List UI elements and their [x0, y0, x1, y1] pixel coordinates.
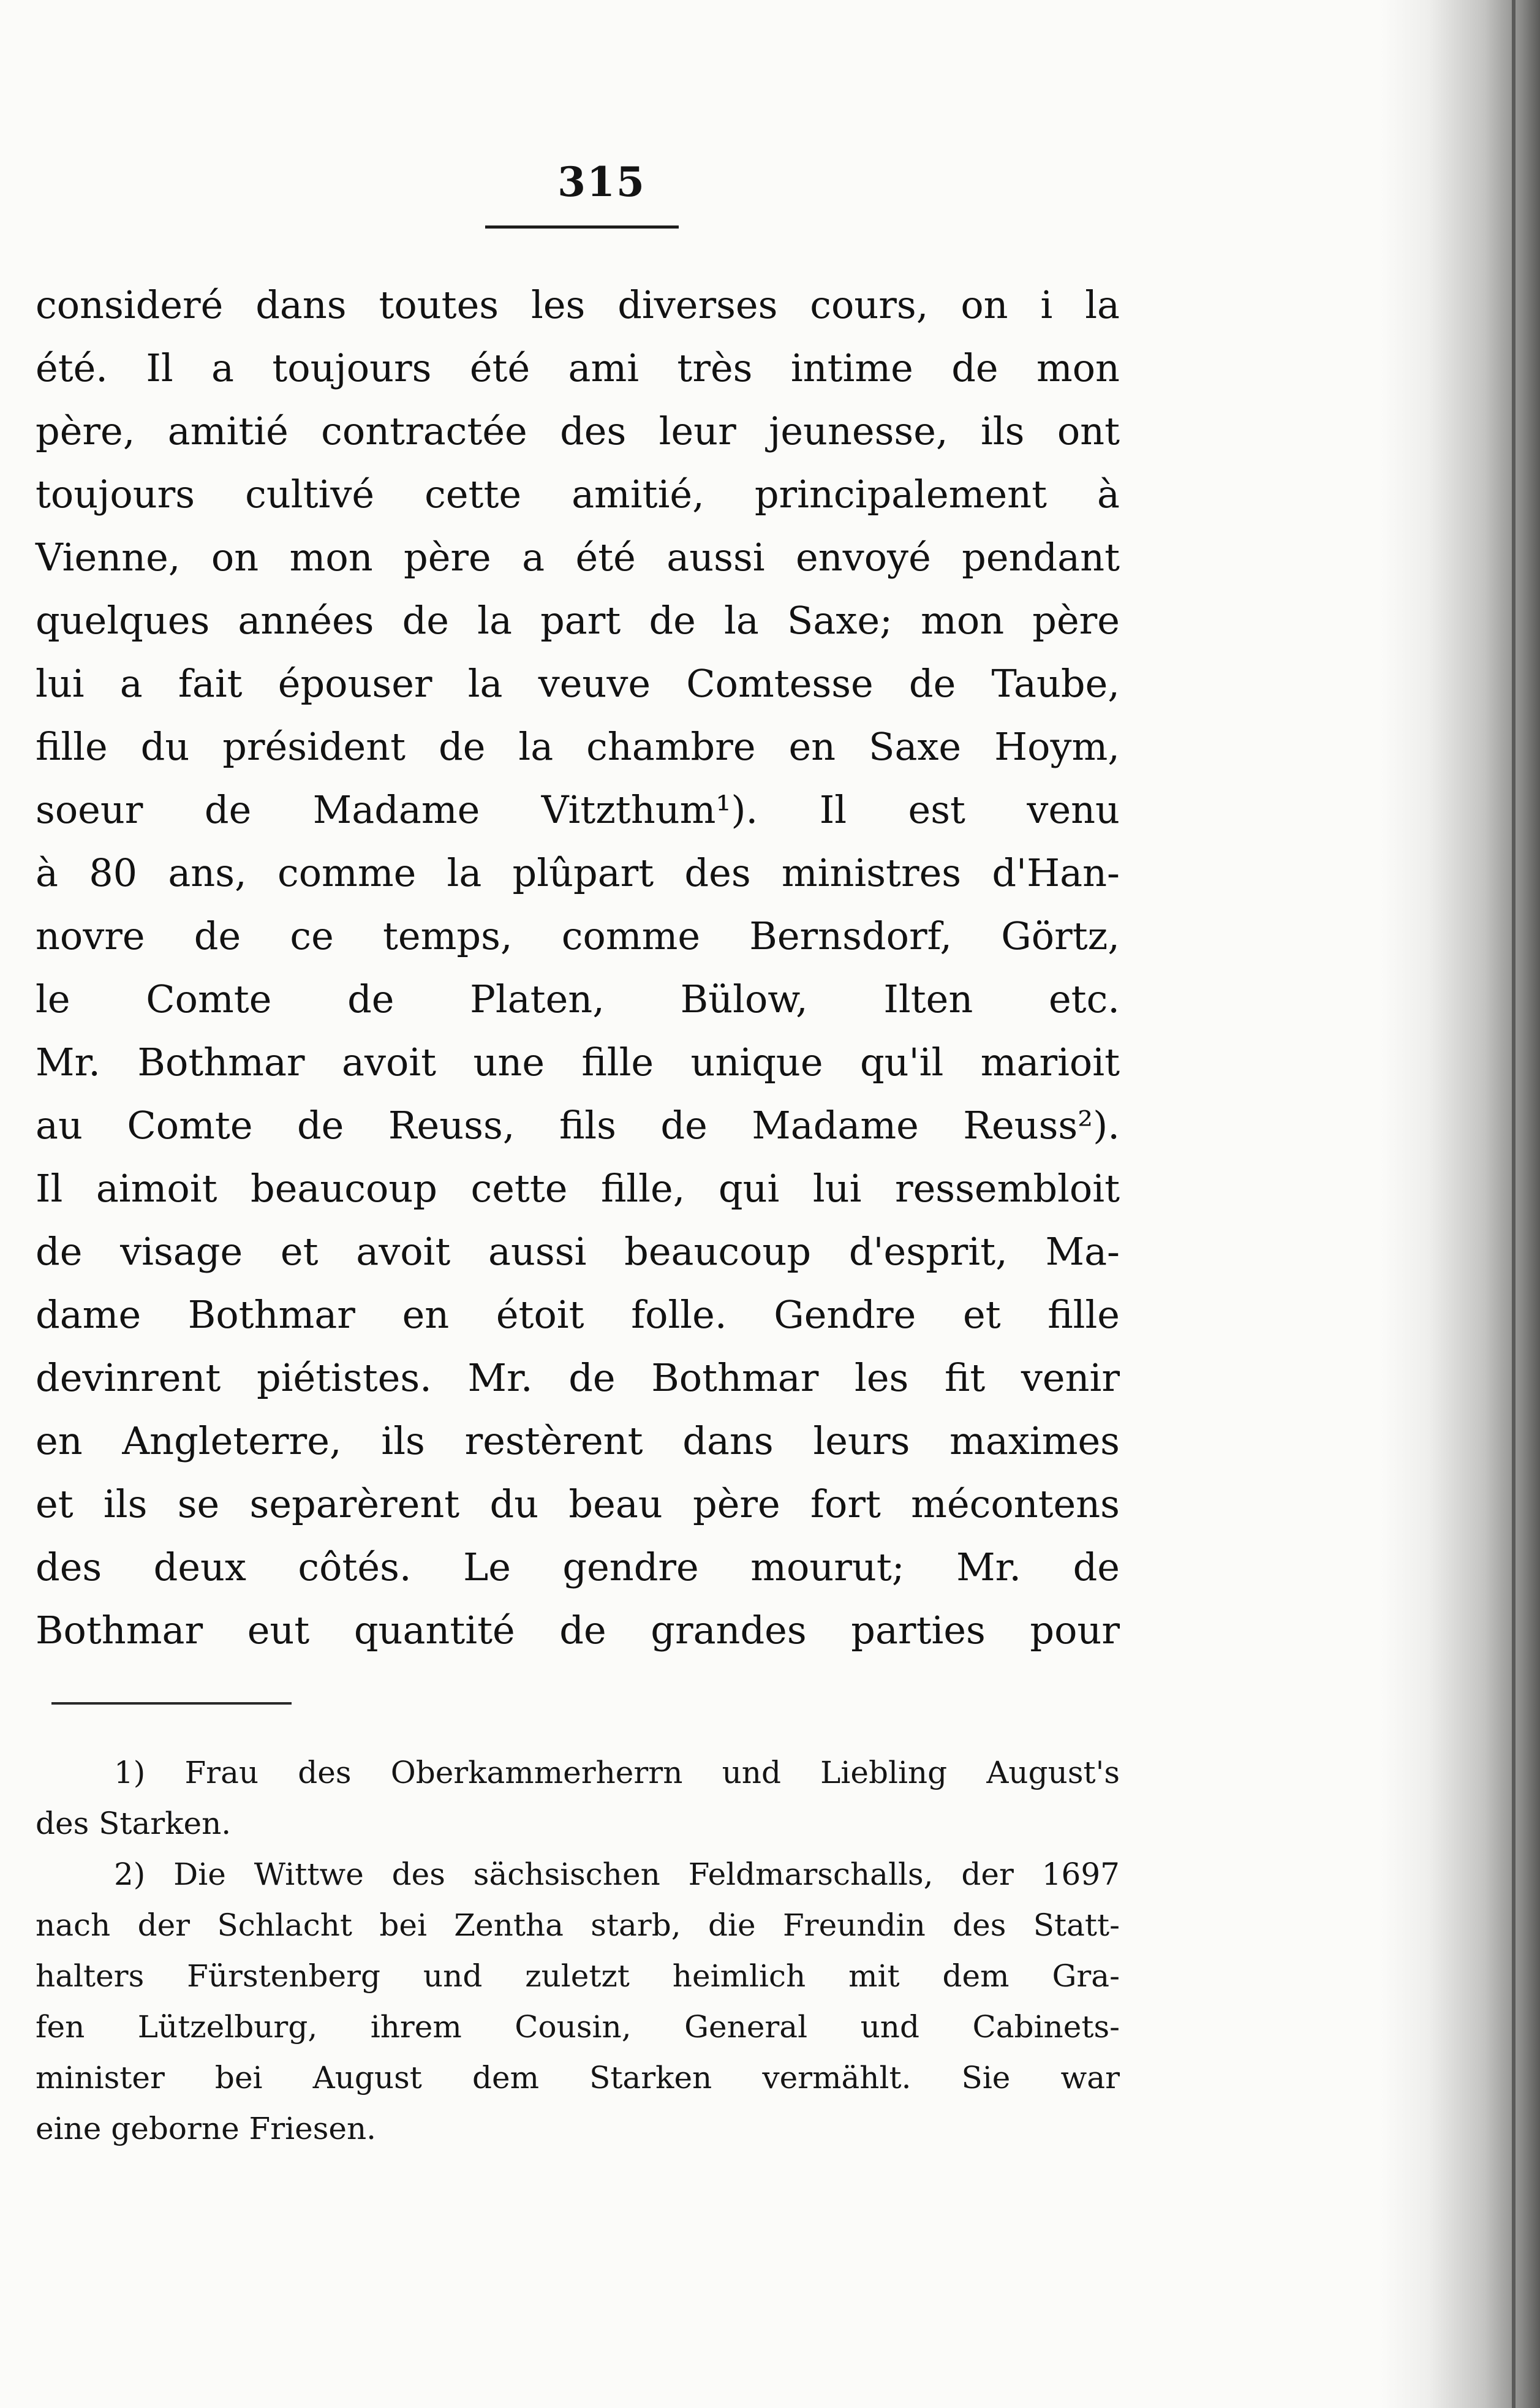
- body-line: novre de ce temps, comme Bernsdorf, Görtz,: [36, 914, 1120, 958]
- footnote-1-line: 1) Frau des Oberkammerherrn und Liebling August's: [114, 1755, 1120, 1790]
- body-line: des deux côtés. Le gendre mourut; Mr. de: [36, 1545, 1120, 1589]
- body-line: consideré dans toutes les diverses cours, on i la: [36, 282, 1120, 327]
- body-line: au Comte de Reuss, fils de Madame Reuss²).: [36, 1103, 1120, 1148]
- body-line: à 80 ans, comme la plûpart des ministres d'Han-: [36, 850, 1120, 895]
- body-line: été. Il a toujours été ami très intime de mon: [36, 346, 1120, 390]
- footnote-separator: [51, 1702, 292, 1705]
- body-line: Mr. Bothmar avoit une fille unique qu'il marioit: [36, 1040, 1120, 1085]
- page-number: 315: [557, 158, 646, 206]
- body-line: et ils se separèrent du beau père fort mécontens: [36, 1482, 1120, 1526]
- binding-edge: [1512, 0, 1515, 2408]
- body-line: père, amitié contractée des leur jeunesse, ils ont: [36, 409, 1120, 453]
- footnote-2-line: 2) Die Wittwe des sächsischen Feldmarschalls, der 1697: [114, 1857, 1120, 1892]
- body-line: de visage et avoit aussi beaucoup d'esprit, Ma-: [36, 1229, 1120, 1274]
- footnote-2-line: halters Fürstenberg und zuletzt heimlich mit dem Gra-: [36, 1958, 1120, 1994]
- body-line: en Angleterre, ils restèrent dans leurs maximes: [36, 1418, 1120, 1463]
- page-gutter-shadow: [1381, 0, 1540, 2408]
- body-line: lui a fait épouser la veuve Comtesse de Taube,: [36, 661, 1120, 706]
- footnote-1-line: des Starken.: [36, 1806, 232, 1841]
- body-text: [36, 273, 1120, 1662]
- footnotes: [36, 1747, 1120, 2154]
- footnote-2-line: fen Lützelburg, ihrem Cousin, General und Cabinets-: [36, 2009, 1120, 2045]
- footnote-2-line: eine geborne Friesen.: [36, 2111, 377, 2146]
- footnote-2-line: nach der Schlacht bei Zentha starb, die Freundin des Statt-: [36, 1907, 1120, 1943]
- footnote-2-line: minister bei August dem Starken vermählt. Sie war: [36, 2060, 1120, 2096]
- body-line: dame Bothmar en étoit folle. Gendre et fille: [36, 1292, 1120, 1337]
- body-line: Il aimoit beaucoup cette fille, qui lui ressembloit: [36, 1166, 1120, 1211]
- body-line: quelques années de la part de la Saxe; mon père: [36, 598, 1120, 643]
- body-line: le Comte de Platen, Bülow, Ilten etc.: [36, 977, 1120, 1021]
- body-line: fille du président de la chambre en Saxe Hoym,: [36, 724, 1120, 769]
- body-line: devinrent piétistes. Mr. de Bothmar les fit venir: [36, 1355, 1120, 1400]
- body-line: Bothmar eut quantité de grandes parties pour: [36, 1608, 1120, 1653]
- body-line: Vienne, on mon père a été aussi envoyé pendant: [36, 535, 1120, 580]
- body-line: soeur de Madame Vitzthum¹). Il est venu: [36, 787, 1120, 832]
- page-number-rule: [485, 225, 679, 229]
- body-line: toujours cultivé cette amitié, principalement à: [36, 472, 1120, 517]
